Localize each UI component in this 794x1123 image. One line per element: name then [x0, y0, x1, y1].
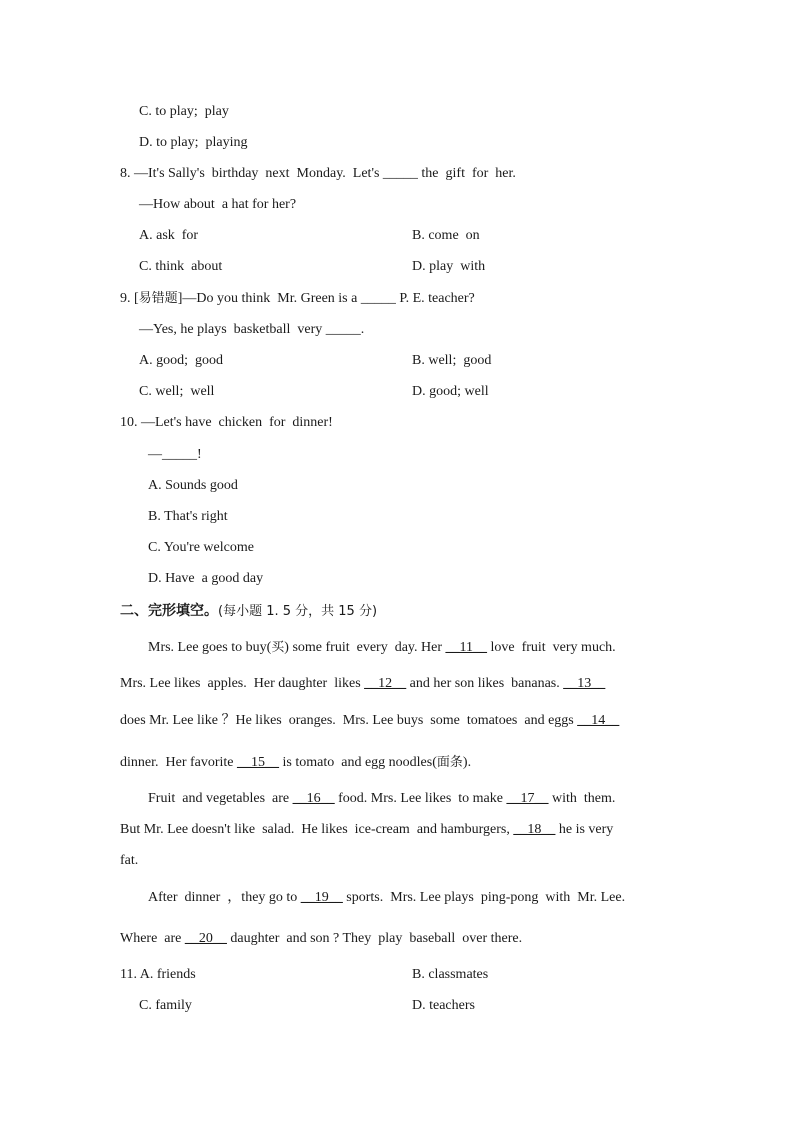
- passage-line: fat.: [120, 853, 139, 868]
- passage-line: dinner. Her favorite __15__ is tomato and egg noodles(面条).: [120, 755, 472, 770]
- answer-blank: _____: [360, 291, 396, 306]
- q8-option-a: A. ask for: [139, 228, 199, 243]
- q11-option-a: 11. A. friends: [120, 967, 196, 982]
- cloze-blank: __12__: [364, 676, 407, 691]
- q9-option-c: C. well; well: [139, 384, 215, 399]
- q8-reply: —How about a hat for her?: [139, 197, 297, 212]
- q8-option-d: D. play with: [412, 259, 486, 274]
- passage-line: But Mr. Lee doesn't like salad. He likes ice-cream and hamburgers, __18__ he is very: [120, 822, 614, 837]
- q8-stem: 8. —It's Sally's birthday next Monday. Let's _____ the gift for her.: [120, 166, 516, 181]
- passage-line: Fruit and vegetables are __16__ food. Mrs. Lee likes to make __17__ with them.: [148, 791, 616, 806]
- q9-option-d: D. good; well: [412, 384, 489, 399]
- q7-option-c: C. to play; play: [139, 104, 229, 119]
- cloze-blank: __16__: [292, 791, 335, 806]
- cloze-blank: __20__: [184, 931, 227, 946]
- q8-option-b: B. come on: [412, 228, 480, 243]
- question-tag: 易错题: [138, 291, 178, 306]
- cloze-blank: __19__: [300, 890, 343, 905]
- q9-stem: 9. [易错题]—Do you think Mr. Green is a _____ P. E. teacher?: [120, 291, 475, 306]
- cloze-blank: __13__: [563, 676, 606, 691]
- cloze-blank: __15__: [237, 755, 280, 770]
- cloze-blank: __17__: [506, 791, 549, 806]
- q9-option-b: B. well; good: [412, 353, 492, 368]
- passage-line: Where are __20__ daughter and son ? They play baseball over there.: [120, 931, 523, 946]
- q10-option-d: D. Have a good day: [148, 571, 264, 586]
- q10-option-c: C. You're welcome: [148, 540, 254, 555]
- q7-option-d: D. to play; playing: [139, 135, 248, 150]
- q10-option-a: A. Sounds good: [148, 478, 238, 493]
- q11-option-b: B. classmates: [412, 967, 489, 982]
- section-heading: 二、完形填空。(每小题 1. 5 分，共 15 分): [120, 603, 378, 619]
- q10-option-b: B. That's right: [148, 509, 228, 524]
- q10-reply: —_____!: [148, 447, 202, 462]
- passage-line: does Mr. Lee like ？He likes oranges. Mrs. Lee buys some tomatoes and eggs __14__: [120, 713, 620, 728]
- q10-stem: 10. —Let's have chicken for dinner!: [120, 415, 333, 430]
- answer-blank: _____: [325, 322, 361, 337]
- cloze-blank: __14__: [577, 713, 620, 728]
- passage-line: After dinner ，they go to __19__ sports. Mrs. Lee plays ping-pong with Mr. Lee.: [148, 890, 626, 905]
- passage-line: Mrs. Lee likes apples. Her daughter likes __12__ and her son likes bananas. __13__: [120, 676, 606, 691]
- answer-blank: _____: [162, 447, 197, 462]
- passage-line: Mrs. Lee goes to buy(买) some fruit every day. Her __11__ love fruit very much.: [148, 640, 616, 655]
- cloze-blank: __11__: [445, 640, 487, 655]
- answer-blank: _____: [382, 166, 418, 181]
- q9-option-a: A. good; good: [139, 353, 223, 368]
- cloze-blank: __18__: [513, 822, 556, 837]
- q8-option-c: C. think about: [139, 259, 223, 274]
- q11-option-d: D. teachers: [412, 998, 475, 1013]
- q11-option-c: C. family: [139, 998, 192, 1013]
- q9-reply: —Yes, he plays basketball very _____.: [139, 322, 365, 337]
